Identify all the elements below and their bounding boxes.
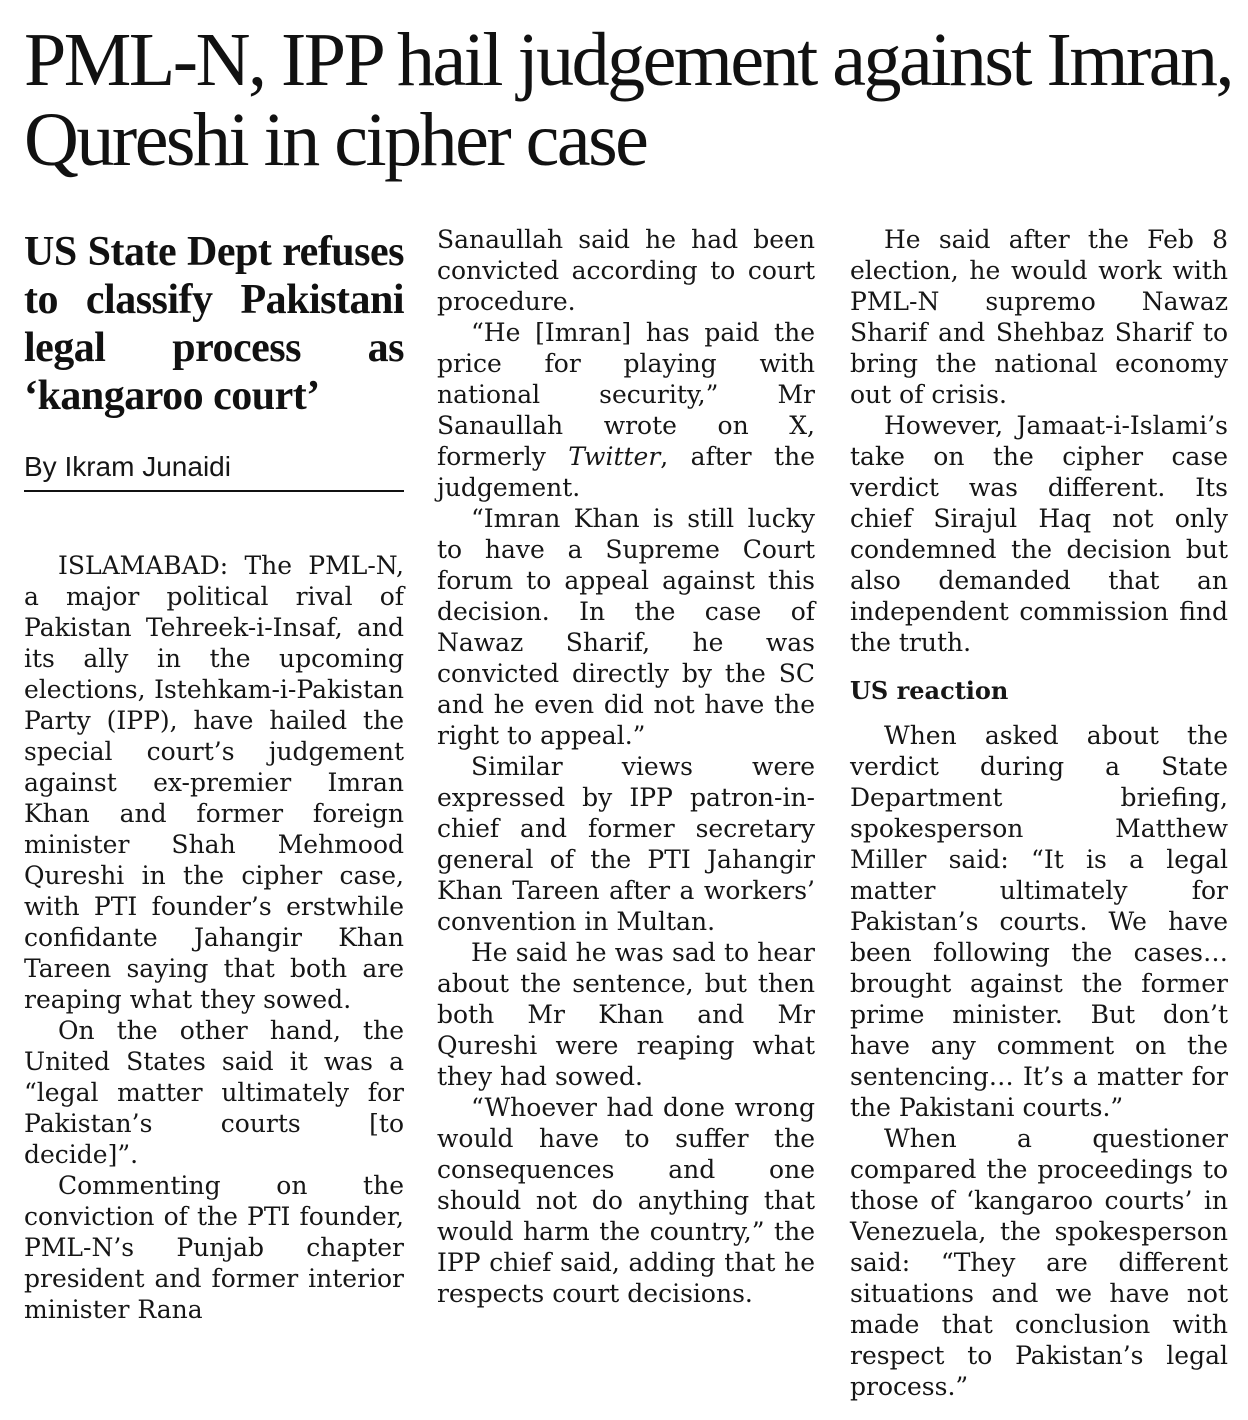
paragraph: When asked about the verdict during a State Department briefing, spokesperson Matthew Miller said: “It is a legal matter ultimately for Pakistan’s courts. We have been following the cases… brought against the former prime minister. But don’t have any comment on the sentencing… It’s a matter for the Pakistani courts.”	[850, 721, 1228, 1122]
paragraph: On the other hand, the United States said it was a “legal matter ultimately for Pakistan’s courts [to decide]”.	[24, 1016, 404, 1169]
headline: PML-N, IPP hail judgement against Imran, Qureshi in cipher case	[24, 18, 1232, 182]
paragraph: “Whoever had done wrong would have to suffer the consequences and one should not do anything that would harm the country,” the IPP chief said, adding that he respects court decisions.	[437, 1093, 815, 1308]
paragraph: Similar views were expressed by IPP patron-in-chief and former secretary general of the PTI Jahangir Khan Tareen after a workers’ convention in Multan.	[437, 752, 815, 936]
platform-name: Twitter	[568, 442, 661, 471]
quote-text: , after the judgement.	[437, 442, 815, 502]
paragraph: He said he was sad to hear about the sentence, but then both Mr Khan and Mr Qureshi were reaping what they had sowed.	[437, 938, 815, 1091]
byline: By Ikram Junaidi	[24, 450, 404, 492]
paragraph: Commenting on the conviction of the PTI founder, PML-N’s Punjab chapter president and former interior minister Rana	[24, 1171, 404, 1324]
column-3	[850, 224, 1228, 1402]
story-column-1	[24, 550, 404, 1325]
paragraph: When a questioner compared the proceedings to those of ‘kangaroo courts’ in Venezuela, the spokesperson said: “They are different situations and we have not made that conclusion with respect to Pakistan’s legal process.”	[850, 1124, 1228, 1401]
paragraph: ISLAMABAD: The PML-N, a major political rival of Pakistan Tehreek-i-Insaf, and its ally in the upcoming elections, Istehkam-i-Pakistan Party (IPP), have hailed the special court’s judgement against ex-premier Imran Khan and former foreign minister Shah Mehmood Qureshi in the cipher case, with PTI founder’s erstwhile confidante Jahangir Khan Tareen saying that both are reaping what they sowed.	[24, 551, 404, 1014]
paragraph: He said after the Feb 8 election, he would work with PML-N supremo Nawaz Sharif and Shehbaz Sharif to bring the national economy out of crisis.	[850, 225, 1228, 409]
paragraph: Sanaullah said he had been convicted according to court procedure.	[437, 225, 815, 316]
column-1	[24, 224, 404, 1325]
paragraph	[437, 317, 815, 503]
paragraph: “Imran Khan is still lucky to have a Supreme Court forum to appeal against this decision. In the case of Nawaz Sharif, he was convicted directly by the SC and he even did not have the right to appeal.”	[437, 504, 815, 750]
column-2	[437, 224, 815, 1309]
paragraph: However, Jamaat-i-Islami’s take on the cipher case verdict was different. Its chief Sirajul Haq not only condemned the decision but also demanded that an independent commission find the truth.	[850, 411, 1228, 657]
section-heading: US reaction	[850, 676, 1009, 705]
quote-text: “He [Imran] has paid the price for playing with national security,” Mr Sanaullah wrote on X, formerly	[437, 318, 815, 471]
subheadline: US State Dept refuses to classify Pakistani legal process as ‘kangaroo court’	[24, 229, 404, 419]
